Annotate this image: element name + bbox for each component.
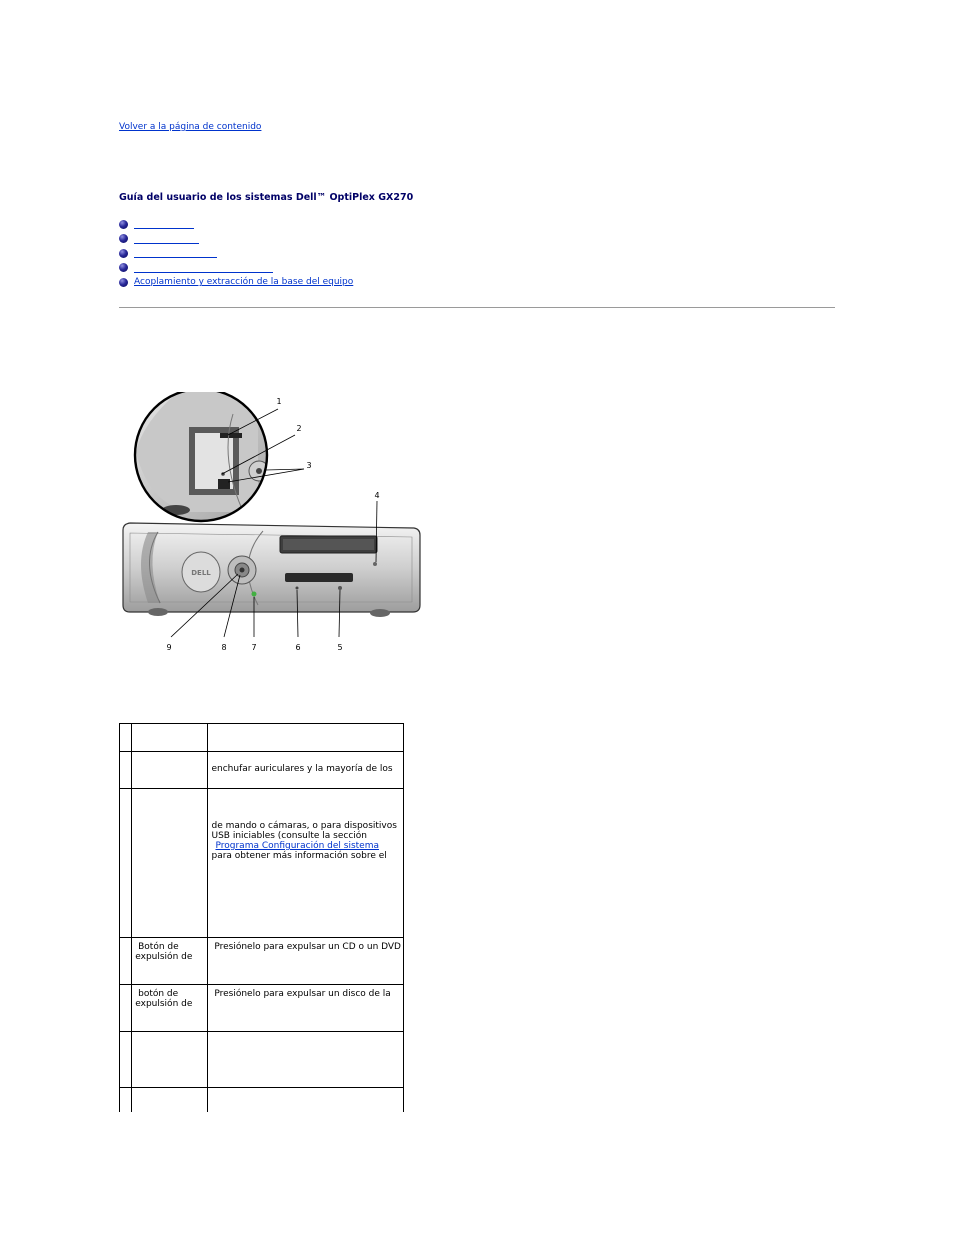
toc-link-docking[interactable]: Acoplamiento y extracción de la base del equipo: [134, 277, 354, 288]
row-description: [208, 1088, 404, 1112]
table-row: [120, 752, 404, 789]
callout-4: 4: [374, 491, 380, 500]
row-number: [120, 724, 132, 752]
back-to-contents-link[interactable]: Volver a la página de contenido: [119, 122, 262, 132]
chassis: [123, 523, 420, 617]
row-number: [120, 985, 132, 1032]
row-number: [120, 938, 132, 985]
row-number: [120, 789, 132, 938]
dell-logo: DELL: [191, 569, 211, 577]
computer-front-view-illustration: [118, 392, 428, 654]
description-line: de mando o cámaras, o para dispositivos: [211, 821, 397, 831]
row-name: [132, 789, 208, 938]
bullet-icon: [119, 220, 128, 229]
toc-link-2[interactable]: [134, 234, 199, 244]
callout-1: 1: [276, 397, 282, 406]
row-name: Botón de expulsión de: [132, 938, 208, 985]
row-name: [132, 752, 208, 789]
description-line: enchufar auriculares y la mayoría de los: [211, 764, 393, 774]
row-number: [120, 1032, 132, 1088]
row-name: [132, 724, 208, 752]
zoom-detail: [135, 392, 269, 522]
description-line: USB iniciables (consulte la sección: [211, 831, 367, 841]
system-setup-link[interactable]: Programa Configuración del sistema: [215, 841, 379, 851]
callout-8: 8: [221, 643, 227, 652]
toc-link-4[interactable]: [134, 263, 273, 273]
toc-item: [119, 232, 353, 247]
bullet-icon: [119, 234, 128, 243]
row-description: Presiónelo para expulsar un CD o un DVD: [208, 938, 404, 985]
toc-link-3[interactable]: [134, 248, 217, 258]
row-description: [208, 724, 404, 752]
page-title: Guía del usuario de los sistemas Dell™ OptiPlex GX270: [119, 192, 414, 203]
table-row: [120, 1088, 404, 1112]
callout-3: 3: [306, 461, 312, 470]
toc-list: [119, 217, 353, 290]
toc-item: [119, 246, 353, 261]
bullet-icon: [119, 263, 128, 272]
description-line: para obtener más información sobre el: [211, 851, 387, 861]
row-number: [120, 1088, 132, 1112]
table-row: [120, 789, 404, 938]
row-name: botón de expulsión de: [132, 985, 208, 1032]
table-row: [120, 1032, 404, 1088]
row-name: [132, 1032, 208, 1088]
toc-item: [119, 217, 353, 232]
row-number: [120, 752, 132, 789]
toc-link-1[interactable]: [134, 219, 194, 229]
callout-9: 9: [166, 643, 172, 652]
section-divider: [119, 307, 835, 308]
table-row: [120, 938, 404, 985]
row-description: Presiónelo para expulsar un disco de la: [208, 985, 404, 1032]
table-row: [120, 724, 404, 752]
callout-5: 5: [337, 643, 343, 652]
toc-item: [119, 275, 353, 290]
row-description: [208, 1032, 404, 1088]
row-description: [208, 752, 404, 789]
callout-2: 2: [296, 424, 302, 433]
row-name: [132, 1088, 208, 1112]
table-row: [120, 985, 404, 1032]
bullet-icon: [119, 249, 128, 258]
callout-6: 6: [295, 643, 301, 652]
front-panel-table: [119, 723, 404, 1112]
toc-item: [119, 261, 353, 276]
row-description: [208, 789, 404, 938]
callout-7: 7: [251, 643, 257, 652]
bullet-icon: [119, 278, 128, 287]
